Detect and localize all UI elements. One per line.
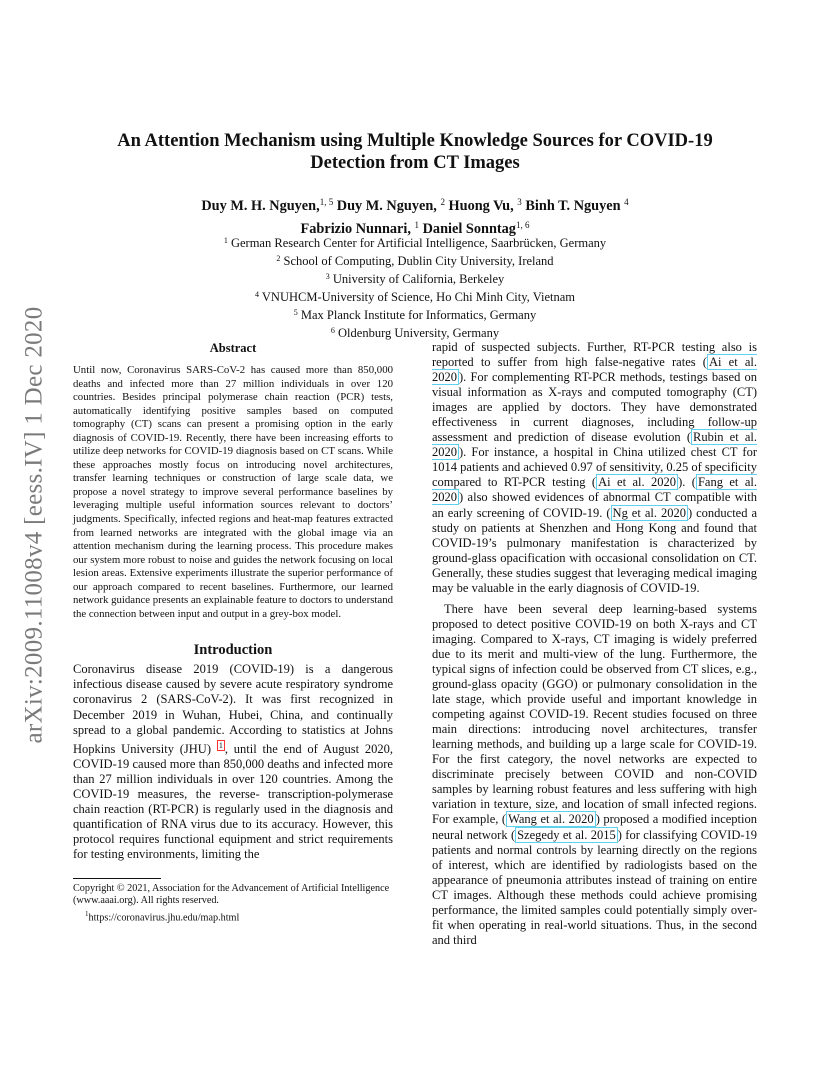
body-paragraph: rapid of suspected subjects. Further, RT-PCR testing also is reported to suffer from high false-negative rates ( Ai et al. 2020 ). For complementing RT-PCR methods, testings based on visual information as X-rays and computed tomography (CT) images are applied by doctors. They have demonstrated effectiveness in current diagnoses, including follow-up assessment and prediction of disease evolution ( Rubin et al. 2020 ). For instance, a hospital in China utilized chest CT for 1014 patients and achieved 0.97 of sensitivity, 0.25 of specificity compared to RT-PCR testing ( Ai et al. 2020 ). ( Fang et al. 2020 ) also showed evidences of abnormal CT compatible with an early screening of COVID-19. ( Ng et al. 2020 ) conducted a study on patients at Shenzhen and Hong Kong and found that COVID-19’s pulmonary manifestation is characterized by ground-glass opacification with occasional consolidation on CT. Generally, these studies suggest that leveraging medical imaging may be valuable in the early diagnosis of COVID-19. [432,340,758,595]
arxiv-id: arXiv:2009.11008v4 [eess.IV] 1 Dec 2020 [21,306,49,744]
author-name: Fabrizio Nunnari, [300,221,411,237]
author-line-1 [90,193,740,216]
body-paragraph: There have been several deep learning-based systems proposed to detect positive COVID-19 on both X-rays and CT imaging. Compared to X-rays, CT imaging is widely preferred due to its merit and multi-view of the lung. Furthermore, the typical signs of infection could be observed from CT slices, e.g., ground-glass opacity (GGO) or pulmonary consolidation in the late stage, which provide useful and important knowledge in competing against COVID-19. Recent studies focused on three main directions: introducing novel architectures, transfer learning methods, and building up a large scale for COVID-19. For the first category, the novel networks are expected to discriminate precisely between COVID and non-COVID samples by learning robust features and less suffering with high variation in texture, size, and location of small infected regions. For example, ( Wang et al. 2020 ) proposed a modified inception neural network ( Szegedy et al. 2015 ) for classifying COVID-19 patients and normal controls by learning directly on the regions of interest, which are identified by radiologists based on the appearance of pneumonia attributes instead of training on entire CT images. Although these methods could achieve promising performance, the limited samples could potentially simply over-fit when operating in real-world situations. Thus, in the second and third [432,601,758,947]
author-affil-mark: 2 [440,197,445,207]
left-column [73,341,393,924]
footnote-url: $^1$https://coronavirus.jhu.edu/map.html [85,909,240,923]
citation-link[interactable]: Rubin et al. 2020 [432,430,757,460]
title-line-1: An Attention Mechanism using Multiple Knowledge Sources for COVID-19 [117,131,713,151]
affiliation-item: $^5$ Max Planck Institute for Informatics, Germany [293,308,537,322]
affiliation-item: $^6$ Oldenburg University, Germany [330,326,500,340]
author-affil-mark: 1, 5 [319,197,334,207]
footnote-divider [73,878,161,879]
abstract-text: Until now, Coronavirus SARS-CoV-2 has caused more than 850,000 deaths and infected more than 27 million individuals in over 120 countries. Besides principal polymerase chain reaction (PCR) tests, automatically identifying positive samples based on computed tomography (CT) scans can present a promising option in the early diagnosis of COVID-19. Recently, there have been increasing efforts to utilize deep networks for COVID-19 diagnosis based on CT scans. While these approaches mostly focus on introducing novel architectures, transfer learning techniques or construction of large scale data, we propose a novel strategy to improve several performance baselines by leveraging multiple useful information sources relevant to doctors’ judgments. Specifically, infected regions and heat-map features extracted from learned networks are integrated with the global image via an attention mechanism during the learning process. This procedure makes our system more robust to noise and guides the network focusing on local lesion areas. Extensive experiments illustrate the superior performance of our approach compared to recent baselines. Furthermore, our learned network guidance presents an explainable feature to doctors to understand the connection between input and output in a grey-box model. [73,364,393,620]
introduction-heading: Introduction [193,642,273,659]
citation-link[interactable]: Szegedy et al. 2015 [517,827,616,842]
affiliation-item: $^1$ German Research Center for Artificial Intelligence, Saarbrücken, Germany [223,236,607,250]
intro-paragraph: Coronavirus disease 2019 (COVID-19) is a dangerous infectious disease caused by severe acute respiratory syndrome coronavirus 2 (SARS-CoV-2). It was first recognized in December 2019 in Wuhan, Hubei, China, and continually spread to a global pandemic. According to statistics at Johns Hopkins University (JHU) $^1$ , until the end of August 2020, COVID-19 caused more than 850,000 deaths and infected more than 27 million individuals in over 120 countries. Among the COVID-19 measures, the reverse- transcription-polymerase chain reaction (RT-PCR) is regularly used in the diagnosis and quantification of RNA virus due to its accuracy. However, this protocol requires functional equipment and strict requirements for testing environments, limiting the [73,662,393,861]
affiliation-item: $^3$ University of California, Berkeley [325,272,505,286]
footnote-link[interactable]: 1 [218,740,223,750]
copyright-notice: Copyright © 2021, Association for the Advancement of Artificial Intelligence (www.aaai.org). All rights reserved. [73,883,390,907]
author-affil-mark: 1 [414,220,420,230]
author-affil-mark: 4 [624,197,629,207]
footnotes [73,878,393,924]
paper-title [90,130,740,174]
title-line-2: Detection from CT Images [310,153,520,173]
right-column [432,340,757,948]
citation-link[interactable]: Fang et al. 2020 [432,475,757,505]
author-name: Duy M. H. Nguyen, [201,198,320,214]
author-name: Daniel Sonntag [422,221,516,237]
author-name: Huong Vu, [448,198,514,214]
affiliation-item: $^4$ VNUHCM-University of Science, Ho Chi Minh City, Vietnam [254,290,576,304]
author-affil-mark: 1, 6 [515,220,530,230]
arxiv-stamp [10,290,60,760]
author-name: Binh T. Nguyen [525,198,621,214]
abstract-heading: Abstract [209,341,257,355]
citation-link[interactable]: Ai et al. 2020 [432,355,758,385]
author-affil-mark: 3 [517,197,522,207]
citation-link[interactable]: Ng et al. 2020 [612,505,686,520]
citation-link[interactable]: Ai et al. 2020 [598,475,677,490]
affiliation-list [90,233,740,341]
citation-link[interactable]: Wang et al. 2020 [508,812,594,827]
author-name: Duy M. Nguyen, [336,198,437,214]
affiliation-item: $^2$ School of Computing, Dublin City University, Ireland [276,254,554,268]
